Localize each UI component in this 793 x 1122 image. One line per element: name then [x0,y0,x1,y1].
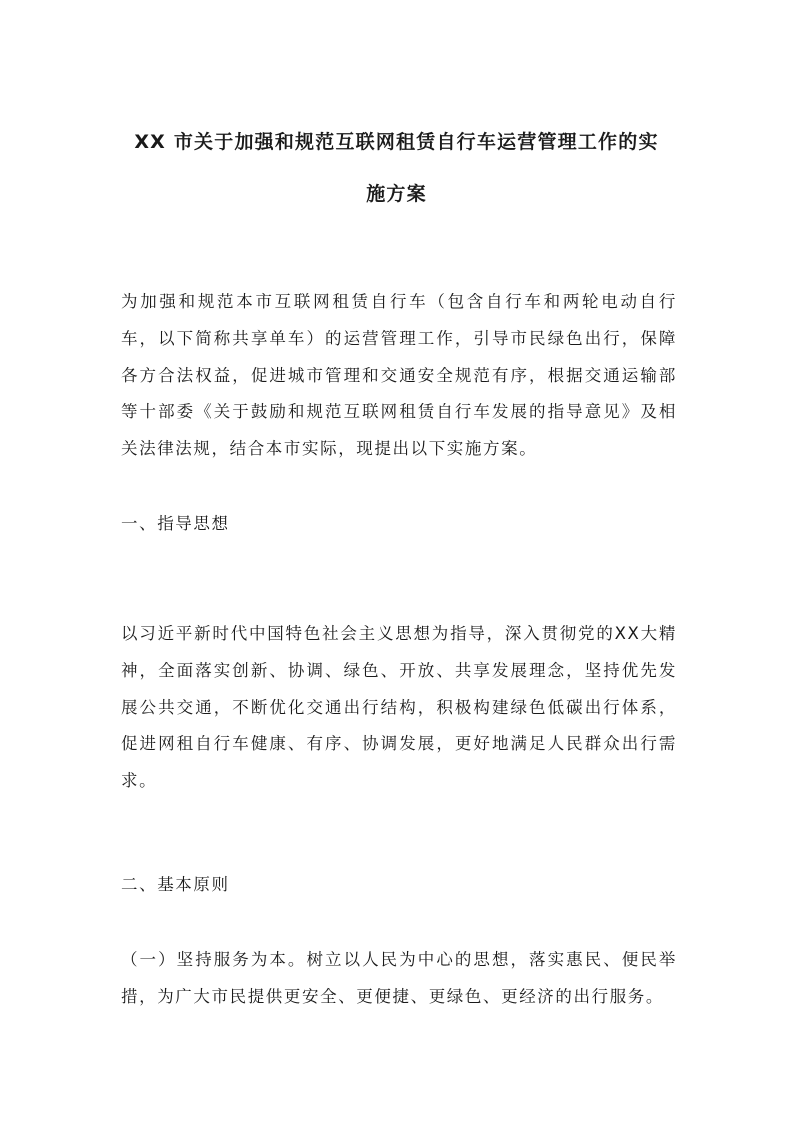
document-title-line-2: 施方案 [366,183,427,205]
section-2-heading: 二、基本原则 [121,875,230,894]
section-1-paragraph: 以习近平新时代中国特色社会主义思想为指导，深入贯彻党的XX大精神，全面落实创新、协调、绿色、开放、共享发展理念，坚持优先发展公共交通，不断优化交通出行结构，积极构建绿色低碳出行体系，促进网租自行车健康、有序、协调发展，更好地满足人民群众出行需求。 [121,624,677,791]
section-1-heading: 一、指导思想 [121,514,230,533]
document-title-line-1: XX 市关于加强和规范互联网租赁自行车运营管理工作的实 [134,131,659,153]
section-2-item-1: （一）坚持服务为本。树立以人民为中心的思想，落实惠民、便民举措，为广大市民提供更安全、更便捷、更绿色、更经济的出行服务。 [121,950,677,1006]
intro-paragraph: 为加强和规范本市互联网租赁自行车（包含自行车和两轮电动自行车，以下简称共享单车）的运营管理工作，引导市民绿色出行，保障各方合法权益，促进城市管理和交通安全规范有序，根据交通运输部等十部委《关于鼓励和规范互联网租赁自行车发展的指导意见》及相关法律法规，结合本市实际，现提出以下实施方案。 [121,292,677,459]
